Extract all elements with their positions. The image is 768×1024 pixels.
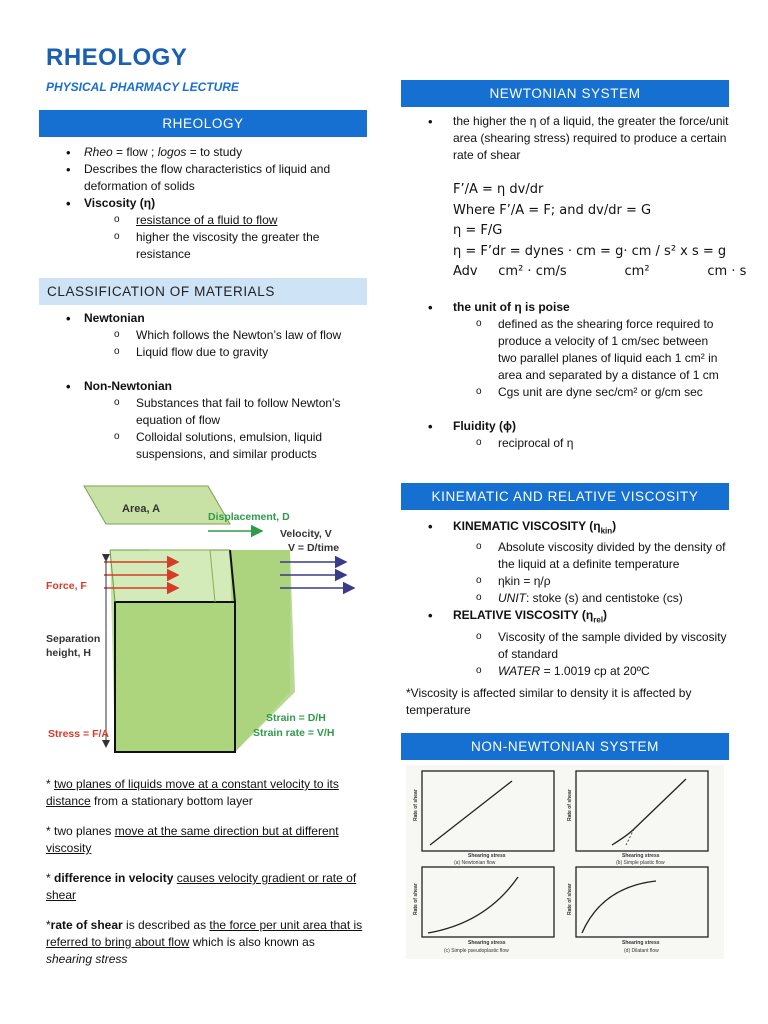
sub-list-item: o Viscosity of the sample divided by viscosity of standard: [401, 629, 729, 663]
list-item: • Viscosity (η): [39, 195, 367, 212]
y-axis-label: Rate of shear: [567, 789, 573, 821]
sub-list-item: o Liquid flow due to gravity: [39, 344, 367, 361]
viscosity-note: *Viscosity is affected similar to density it is affected by temperature: [406, 686, 692, 717]
flow-curves-figure: [406, 765, 724, 959]
note-paragraph: * two planes of liquids move at a constant velocity to its distance from a stationary bottom layer: [46, 777, 339, 808]
newtonian-list: [401, 113, 729, 164]
section-bar-non-newtonian: NON-NEWTONIAN SYSTEM: [401, 733, 729, 760]
note-paragraph: * two planes move at the same direction but at different viscosity: [46, 824, 339, 855]
x-axis-label: Shearing stress: [468, 853, 506, 859]
list-item: • RELATIVE VISCOSITY $(\eta_{rel})$: [401, 607, 729, 628]
x-axis-label: Shearing stress: [622, 853, 660, 859]
classification-list: [39, 310, 367, 463]
sub-list-item: o UNIT: stoke (s) and centistoke (cs): [401, 590, 729, 607]
sub-list-item: o ηkin = η/ρ: [401, 573, 729, 590]
kinematic-list: [401, 518, 729, 680]
list-item: • Describes the flow characteristics of liquid and deformation of solids: [39, 161, 367, 195]
strain-label: Strain = D/H: [266, 712, 326, 724]
equation-line: η = F/G: [453, 223, 503, 238]
sub-list-item: o resistance of a fluid to flow: [39, 212, 367, 229]
stress-label: Stress = F/A: [48, 728, 109, 740]
strain-rate-label: Strain rate = V/H: [253, 727, 335, 739]
graph-caption: (b) Simple plastic flow: [616, 860, 665, 866]
height-label: height, H: [46, 647, 91, 659]
page-subtitle: PHYSICAL PHARMACY LECTURE: [46, 80, 239, 94]
sub-list-item: o WATER = 1.0019 cp at 20ºC: [401, 663, 729, 680]
note-paragraph: *rate of shear is described as the force per unit area that is referred to bring about flow which is also known as shearing stress: [46, 918, 363, 966]
equation-block: [453, 180, 747, 283]
page-title: RHEOLOGY: [46, 44, 188, 71]
section-bar-rheology: RHEOLOGY: [39, 110, 367, 137]
sub-list-item: o Absolute viscosity divided by the density of the liquid at a definite temperature: [401, 539, 729, 573]
list-item: • Fluidity (ɸ): [401, 418, 729, 435]
separation-label: Separation: [46, 633, 101, 645]
rheology-list: [39, 144, 367, 263]
sub-list-item: o Substances that fail to follow Newton’s equation of flow: [39, 395, 367, 429]
y-axis-label: Rate of shear: [567, 883, 573, 915]
sub-list-item: o Colloidal solutions, emulsion, liquid suspensions, and similar products: [39, 429, 367, 463]
note-paragraph: * difference in velocity causes velocity gradient or rate of shear: [46, 871, 357, 902]
x-axis-label: Shearing stress: [622, 940, 660, 946]
velocity-label: Velocity, V: [280, 528, 332, 540]
list-item: • the higher the η of a liquid, the greater the force/unit area (shearing stress) required to produce a certain rate of shear: [401, 113, 729, 164]
y-axis-label: Rate of shear: [413, 789, 419, 821]
sub-list-item: o higher the viscosity the greater the resistance: [39, 229, 367, 263]
poise-list: [401, 299, 729, 452]
list-item: • KINEMATIC VISCOSITY $(\eta_{kin})$: [401, 518, 729, 539]
equation-line: F’/A = η dv/dr: [453, 182, 544, 197]
sub-list-item: o defined as the shearing force required to produce a velocity of 1 cm/sec between two parallel planes of liquid each 1 cm² in area and separated by a distance of 1 cm: [401, 316, 729, 384]
shear-flow-figure: [40, 482, 370, 760]
displacement-label: Displacement, D: [208, 511, 290, 523]
block-top-face: [110, 550, 235, 602]
list-item: • Non-Newtonian: [39, 378, 367, 395]
y-axis-label: Rate of shear: [413, 883, 419, 915]
force-label: Force, F: [46, 580, 87, 592]
sub-list-item: o Which follows the Newton’s law of flow: [39, 327, 367, 344]
equation-line: Where F’/A = F; and dv/dr = G: [453, 202, 652, 218]
list-item: • Newtonian: [39, 310, 367, 327]
sub-list-item: o reciprocal of η: [401, 435, 729, 452]
velocity-formula: V = D/time: [288, 542, 340, 554]
equation-line: Adv cm² · cm/s cm² cm · s: [453, 264, 747, 279]
section-bar-kinematic: KINEMATIC AND RELATIVE VISCOSITY: [401, 483, 729, 510]
graph-caption: (c) Simple pseudoplastic flow: [444, 948, 509, 954]
graph-caption: (a) Newtonian flow: [454, 860, 496, 866]
graph-caption: (d) Dilatant flow: [624, 948, 659, 954]
equation-line: η = F’dr = dynes · cm = g· cm / s² x s = g: [453, 243, 727, 259]
list-item: • the unit of η is poise: [401, 299, 729, 316]
area-label: Area, A: [122, 503, 161, 515]
x-axis-label: Shearing stress: [468, 940, 506, 946]
section-bar-newtonian: NEWTONIAN SYSTEM: [401, 80, 729, 107]
sub-list-item: o Cgs unit are dyne sec/cm² or g/cm sec: [401, 384, 729, 401]
list-item: • Rheo = flow ; logos = to study: [39, 144, 367, 161]
section-bar-classification: CLASSIFICATION OF MATERIALS: [39, 278, 367, 305]
block-front-face: [115, 602, 235, 752]
